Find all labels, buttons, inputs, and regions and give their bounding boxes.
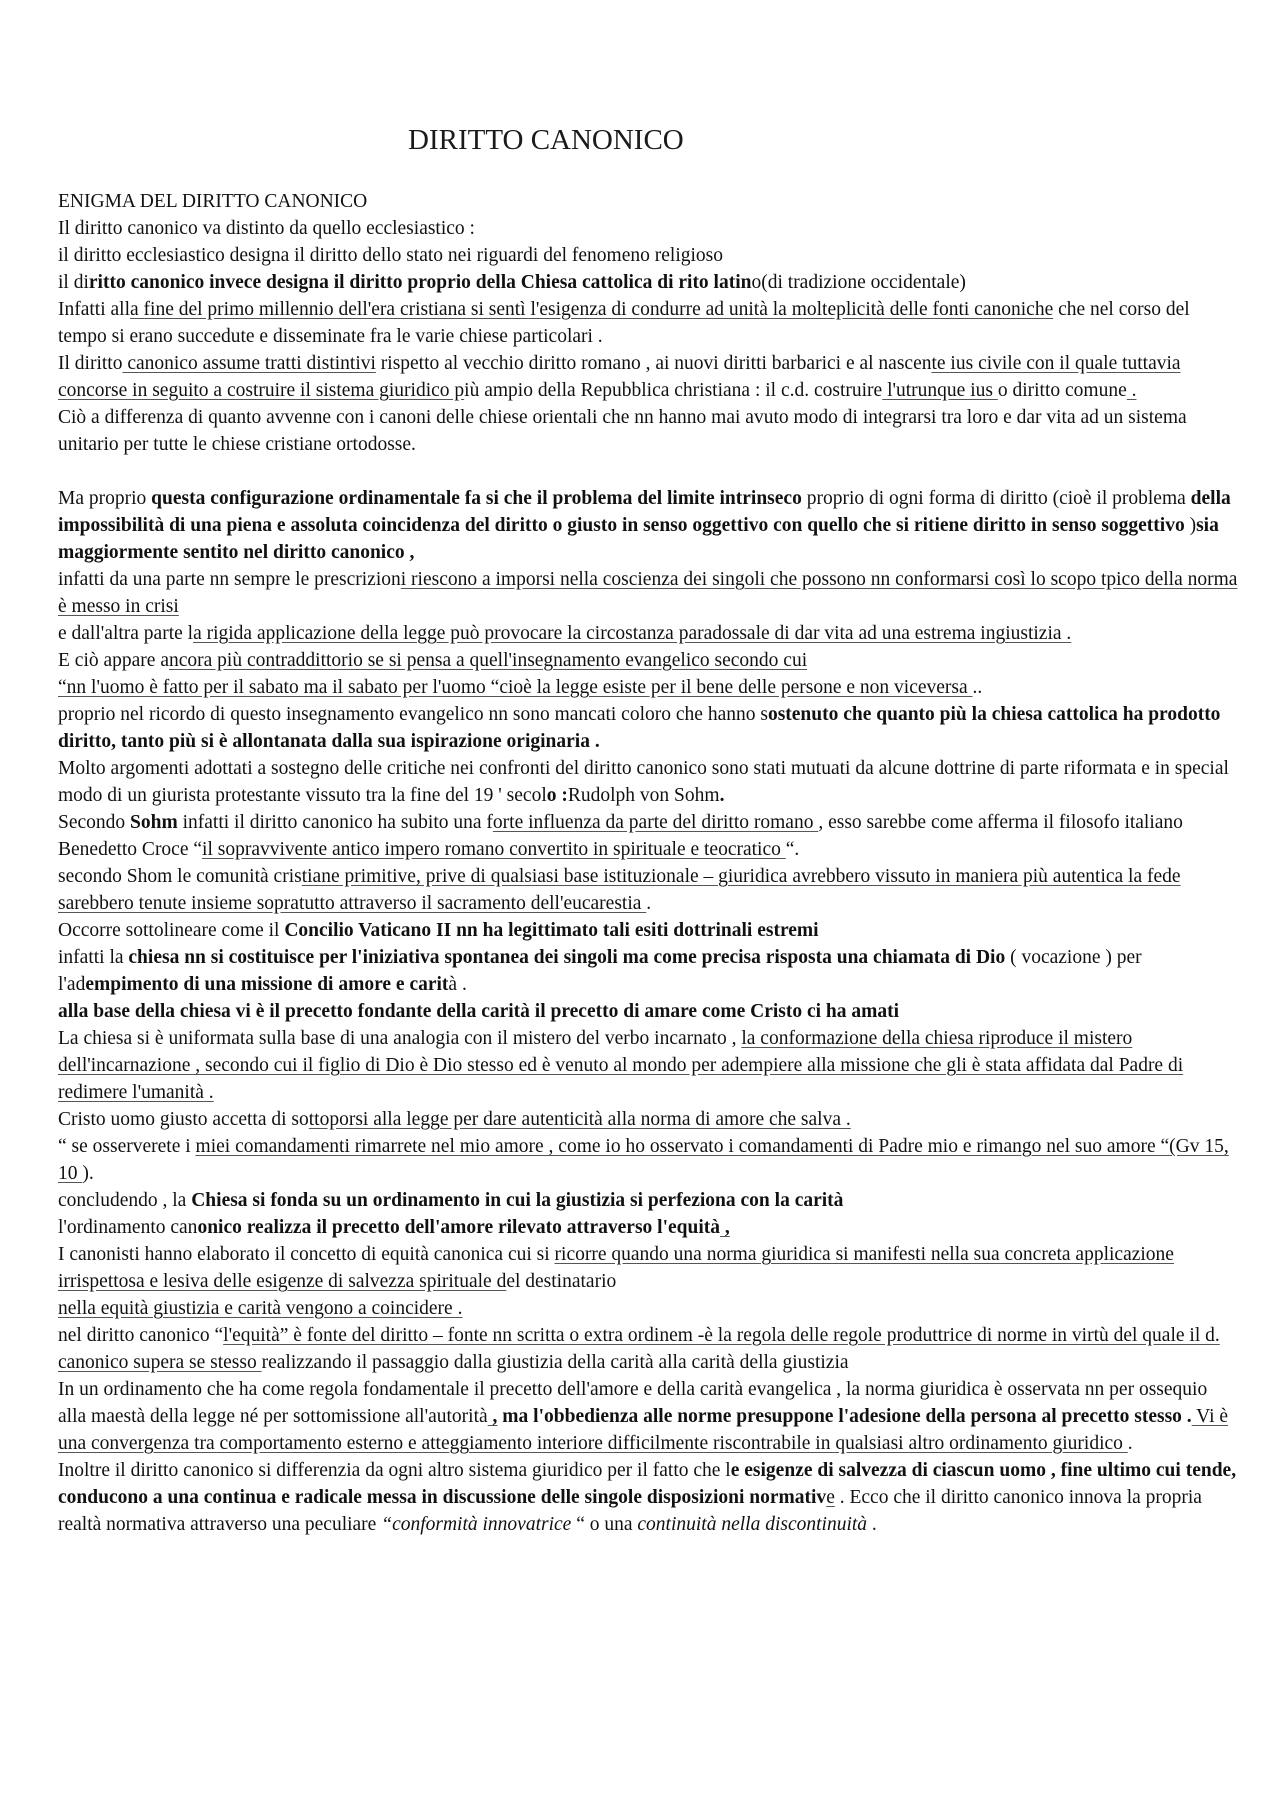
text-segment: E ciò appare a: [58, 650, 169, 671]
text-segment: della impossibilità di una piena e assoluta coincidenza del diritto o giusto in senso oggettivo con quello che si ritiene diritto in senso soggettivo: [58, 488, 1231, 536]
text-segment: ,: [720, 1217, 730, 1238]
paragraph: [58, 188, 1238, 215]
paragraph: [58, 215, 1238, 242]
text-segment: te ius civile con il quale tuttavia concorse in seguito a costruire il sistema giuridico p: [58, 353, 1181, 401]
text-segment: . Ecco che il diritto canonico innova la propria realtà normativa attraverso una peculiare: [58, 1487, 1202, 1535]
text-segment: .: [867, 1514, 877, 1535]
text-segment: Occorre sottolineare come il: [58, 920, 285, 941]
text-segment: concludendo , la: [58, 1190, 192, 1211]
text-segment: ,: [487, 1406, 498, 1427]
text-segment: l'ordinamento can: [58, 1217, 198, 1238]
text-segment: .: [1127, 1433, 1133, 1454]
text-segment: continuità nella discontinuità: [637, 1514, 868, 1535]
paragraph: [58, 1214, 1238, 1241]
paragraph: [58, 755, 1238, 809]
text-segment: Chiesa si fonda su un ordinamento in cui la giustizia si perfeziona con la carità: [191, 1190, 844, 1211]
text-segment: “.: [785, 839, 800, 860]
text-segment: tiane primitive, prive di qualsiasi base istituzionale – giuridica avrebbero vissuto in maniera più autentica la fede sarebbero tenute insieme sopratutto attraverso il sacramento dell'eucarestia: [58, 866, 1181, 914]
text-segment: proprio di ogni forma di diritto (cioè il problema: [801, 488, 1191, 509]
text-segment: “ se osserverete i: [58, 1136, 196, 1157]
paragraph: [58, 296, 1238, 350]
text-segment: “conformità innovatrice: [381, 1514, 572, 1535]
paragraph: [58, 809, 1238, 863]
paragraph: [58, 404, 1238, 458]
text-segment: che nel corso del tempo si erano succedute e disseminate fra le varie chiese particolari .: [58, 299, 1190, 347]
paragraph: [58, 944, 1238, 998]
text-segment: o(di tradizione occidentale): [751, 272, 966, 293]
text-segment: miei comandamenti rimarrete nel mio amore , come io ho osservato i comandamenti di Padre mio e rimango nel suo amore “(Gv 15, 10: [58, 1136, 1229, 1184]
text-segment: infatti da una parte nn sempre le prescrizion: [58, 569, 401, 590]
paragraph: [58, 1322, 1238, 1376]
text-segment: Sohm: [130, 812, 178, 833]
text-segment: Cristo uomo giusto accetta di so: [58, 1109, 309, 1130]
paragraph: [58, 1295, 1238, 1322]
text-segment: Concilio Vaticano II nn ha legittimato tali esiti dottrinali estremi: [284, 920, 819, 941]
text-segment: rispetto al vecchio diritto romano , ai nuovi diritti barbarici e al nascen: [375, 353, 932, 374]
text-segment: nella equità giustizia e carità vengono a coincidere .: [58, 1298, 463, 1319]
paragraph: [58, 269, 1238, 296]
text-segment: o diritto comune: [997, 380, 1127, 401]
text-segment: ): [1189, 515, 1197, 536]
text-segment: Rudolph von Sohm: [567, 785, 720, 806]
text-segment: il di: [58, 272, 89, 293]
paragraph: [58, 620, 1238, 647]
text-segment: Il diritto: [58, 353, 123, 374]
paragraph-gap: [58, 458, 1238, 485]
text-segment: nel diritto canonico “: [58, 1325, 224, 1346]
text-segment: i riescono a imporsi nella coscienza dei singoli che possono nn conformarsi così lo scopo tpico della norma è messo in crisi: [58, 569, 1238, 617]
text-segment: Infatti all: [58, 299, 131, 320]
paragraph: [58, 242, 1238, 269]
text-segment: el destinatario: [506, 1271, 617, 1292]
text-segment: Il diritto canonico va distinto da quello ecclesiastico :: [58, 218, 475, 239]
text-segment: ricorre quando una norma giuridica si manifesti nella sua concreta applicazione irrispettosa e lesiva delle esigenze di salvezza spirituale d: [58, 1244, 1174, 1292]
text-segment: sia maggiormente sentito nel diritto canonico ,: [58, 515, 1219, 563]
document-body: [58, 188, 1238, 1538]
text-segment: à .: [448, 974, 467, 995]
text-segment: ENIGMA DEL DIRITTO CANONICO: [58, 191, 368, 212]
paragraph: [58, 863, 1238, 917]
paragraph: [58, 701, 1238, 755]
text-segment: Molto argomenti adottati a sostegno delle critiche nei confronti del diritto canonico sono stati mutuati da alcune dottrine di parte riformata e in special modo di un giurista protestante vissuto tra la fine del 19 ' secol: [58, 758, 1229, 806]
text-segment: canonico assume tratti distintivi: [122, 353, 376, 374]
text-segment: “ o una: [571, 1514, 638, 1535]
text-segment: “nn l'uomo è fatto per il sabato ma il sabato per l'uomo “cioè la legge esiste per il bene delle persone e non viceversa: [58, 677, 973, 698]
text-segment: ncora più contraddittorio se si pensa a quell'insegnamento evangelico secondo cui: [168, 650, 808, 671]
text-segment: iù ampio della Repubblica christiana : il c.d. costruire: [464, 380, 883, 401]
text-segment: realizzando il passaggio dalla giustizia della carità alla carità della giustizia: [261, 1352, 849, 1373]
paragraph: [58, 674, 1238, 701]
paragraph: [58, 1133, 1238, 1187]
text-segment: Ma proprio: [58, 488, 152, 509]
text-segment: il sopravvivente antico impero romano convertito in spirituale e teocratico: [202, 839, 786, 860]
text-segment: la conformazione della chiesa riproduce il mistero dell'incarnazione , secondo cui il figlio di Dio è Dio stesso ed è venuto al mondo per adempiere alla missione che gli è stata affidata dal Padre di redimere l'umanità .: [58, 1028, 1184, 1103]
text-segment: il diritto ecclesiastico designa il diritto dello stato nei riguardi del fenomeno religioso: [58, 245, 723, 266]
text-segment: In un ordinamento che ha come regola fondamentale il precetto dell'amore e della carità evangelica , la norma giuridica è osservata nn per ossequio alla maestà della legge né per sottomissione all'autorità: [58, 1379, 1208, 1427]
text-segment: orte influenza da parte del diritto romano: [492, 812, 819, 833]
text-segment: o :: [546, 785, 568, 806]
text-segment: Inoltre il diritto canonico si differenzia da ogni altro sistema giuridico per il fatto che l: [58, 1460, 731, 1481]
text-segment: questa configurazione ordinamentale fa si che il problema del limite intrinseco: [151, 488, 802, 509]
paragraph: [58, 1106, 1238, 1133]
paragraph: [58, 350, 1238, 404]
text-segment: ma l'obbedienza alle norme presuppone l'adesione della persona al precetto stesso .: [497, 1406, 1192, 1427]
text-segment: Ciò a differenza di quanto avvenne con i canoni delle chiese orientali che nn hanno mai avuto modo di integrarsi tra loro e dar vita ad un sistema unitario per tutte le chiese cristiane ortodosse.: [58, 407, 1187, 455]
text-segment: .: [646, 893, 652, 914]
text-segment: .: [1126, 380, 1137, 401]
paragraph: [58, 566, 1238, 620]
text-segment: Secondo: [58, 812, 131, 833]
text-segment: l'equità” è fonte del diritto – fonte nn scritta o extra ordinem -è la regola delle regole produttrice di norme in virtù del quale il d. canonico supera se stesso: [58, 1325, 1220, 1373]
text-segment: e: [826, 1487, 835, 1508]
paragraph: [58, 998, 1238, 1025]
text-segment: infatti la: [58, 947, 129, 968]
text-segment: , esso sarebbe come afferma il filosofo italiano Benedetto Croce “: [58, 812, 1183, 860]
text-segment: La chiesa si è uniformata sulla base di una analogia con il mistero del verbo incarnato ,: [58, 1028, 742, 1049]
text-segment: a fine del primo millennio dell'era cristiana si sentì l'esigenza di condurre ad unità la molteplicità delle fonti canoniche: [130, 299, 1054, 320]
text-segment: empimento di una missione di amore e carit: [85, 974, 449, 995]
paragraph: [58, 1241, 1238, 1295]
text-segment: e esigenze di salvezza di ciascun uomo , fine ultimo cui tende, conducono a una continua e radicale messa in discussione delle singole disposizioni normativ: [58, 1460, 1237, 1508]
text-segment: Vi è una convergenza tra comportamento esterno e atteggiamento interiore difficilmente riscontrabile in qualsiasi altro ordinamento giuridico: [58, 1406, 1229, 1454]
text-segment: ..: [972, 677, 983, 698]
text-segment: .: [719, 785, 725, 806]
text-segment: alla base della chiesa vi è il precetto fondante della carità il precetto di amare come Cristo ci ha amati: [58, 1001, 900, 1022]
text-segment: a rigida applicazione della legge può provocare la circostanza paradossale di dar vita ad una estrema ingiustizia .: [193, 623, 1072, 644]
text-segment: e dall'altra parte l: [58, 623, 194, 644]
text-segment: proprio nel ricordo di questo insegnamento evangelico nn sono mancati coloro che hanno s: [58, 704, 768, 725]
paragraph: [58, 485, 1238, 566]
text-segment: I canonisti hanno elaborato il concetto di equità canonica cui si: [58, 1244, 555, 1265]
text-segment: secondo Shom le comunità cris: [58, 866, 302, 887]
text-segment: onico realizza il precetto dell'amore rilevato attraverso l'equità: [197, 1217, 720, 1238]
paragraph: [58, 1457, 1238, 1538]
paragraph: [58, 647, 1238, 674]
document-title: DIRITTO CANONICO: [408, 124, 684, 156]
paragraph: [58, 1376, 1238, 1457]
text-segment: ).: [82, 1163, 94, 1184]
text-segment: ostenuto che quanto più la chiesa cattolica ha prodotto diritto, tanto più si è allontanata dalla sua ispirazione originaria .: [58, 704, 1221, 752]
text-segment: infatti il diritto canonico ha subito una f: [177, 812, 493, 833]
paragraph: [58, 1025, 1238, 1106]
text-segment: ( vocazione ) per l'ad: [58, 947, 1142, 995]
text-segment: l'utrunque ius: [882, 380, 998, 401]
paragraph: [58, 917, 1238, 944]
text-segment: chiesa nn si costituisce per l'iniziativa spontanea dei singoli ma come precisa risposta una chiamata di Dio: [128, 947, 1006, 968]
text-segment: ttoporsi alla legge per dare autenticità alla norma di amore che salva .: [308, 1109, 851, 1130]
paragraph: [58, 1187, 1238, 1214]
text-segment: ritto canonico invece designa il diritto proprio della Chiesa cattolica di rito latin: [88, 272, 752, 293]
